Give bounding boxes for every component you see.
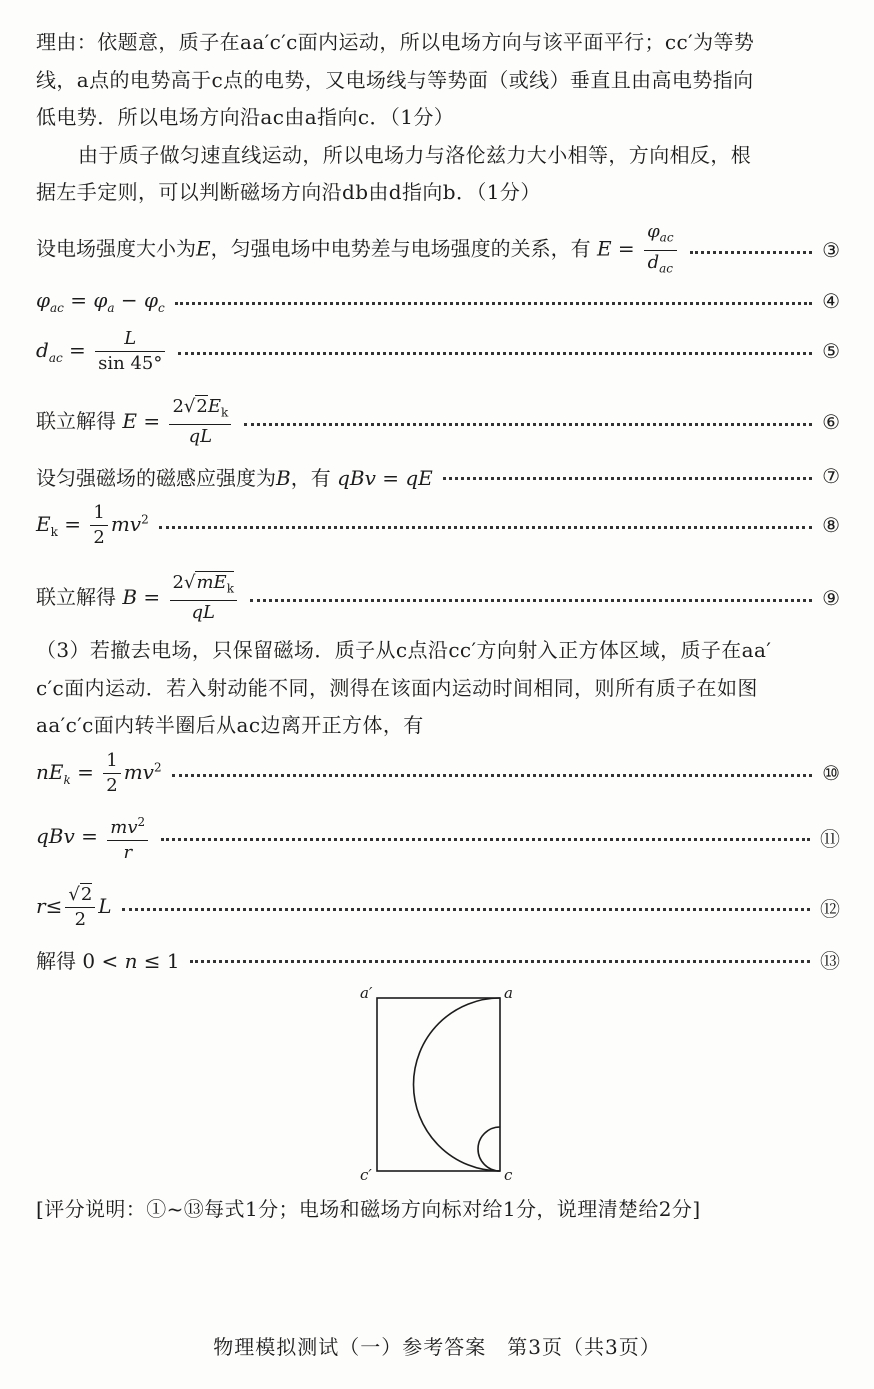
small-semicircle — [478, 1127, 500, 1171]
equation-3: 设电场强度大小为E，匀强电场中电势差与电场强度的关系，有 E = $\frac{\varphi_{ac}}{d_{ac}}$ ③ — [36, 220, 840, 276]
equation-4: $\varphi_{ac} = \varphi_a - \varphi_c$ ④ — [36, 287, 840, 315]
equation-number: ⑨ — [822, 586, 840, 610]
equation-13: 解得 0 < n ≤ 1 ⑬ — [36, 944, 840, 974]
equation-6: 联立解得 E = $\frac{2√2E_k}{qL}$ ⑥ — [36, 395, 840, 448]
trajectory-figure — [350, 980, 530, 1184]
equation-12: r≤ $\frac{√2}{2}$ L ⑫ — [36, 883, 840, 930]
reason-line-2: 线，a点的电势高于c点的电势，又电场线与等势面（或线）垂直且由高电势指向 — [36, 67, 754, 92]
equation-number: ⑪ — [820, 826, 840, 851]
reason-paragraph — [36, 24, 840, 212]
label-a-prime: a′ — [360, 984, 373, 1002]
label-c-prime: c′ — [360, 1166, 372, 1184]
part3-line-3: aa′c′c面内转半圈后从ac边离开正方体，有 — [36, 713, 424, 737]
equation-7: 设匀强磁场的磁感应强度为B，有 qBv = qE ⑦ — [36, 464, 840, 490]
equation-8: $E_k$ = $\frac{1}{2}$ $mv^2$ ⑧ — [36, 501, 840, 548]
equation-10: $nE_k$ = $\frac{1}{2}$ $mv^2$ ⑩ — [36, 749, 840, 796]
label-c: c — [504, 1166, 513, 1184]
equation-number: ⑩ — [822, 761, 840, 785]
equation-number: ⑤ — [822, 339, 840, 363]
equation-number: ④ — [822, 289, 840, 313]
equation-9: 联立解得 B = $\frac{2√mE_k}{qL}$ ⑨ — [36, 571, 840, 624]
part3-line-1: （3）若撤去电场，只保留磁场．质子从c点沿cc′方向射入正方体区域，质子在aa′ — [36, 638, 772, 662]
equation-number: ⑫ — [820, 896, 840, 921]
equation-number: ⑧ — [822, 513, 840, 537]
scoring-note: [评分说明：①~⑬每式1分；电场和磁场方向标对给1分，说理清楚给2分] — [36, 1197, 701, 1221]
equation-number: ⑬ — [820, 948, 840, 973]
reason-line-3: 低电势．所以电场方向沿ac由a指向c．（1分） — [36, 105, 455, 129]
part3-paragraph — [36, 632, 840, 745]
reason-line-5: 据左手定则，可以判断磁场方向沿db由d指向b．（1分） — [36, 180, 541, 204]
reason-line-4: 由于质子做匀速直线运动，所以电场力与洛伦兹力大小相等，方向相反，根 — [78, 142, 752, 167]
label-a: a — [504, 984, 513, 1002]
page-footer: 物理模拟测试（一）参考答案 第3页（共3页） — [213, 1335, 661, 1359]
equation-5: $d_{ac}$ = $\frac{L}{\sin 45^\circ}$ ⑤ — [36, 327, 840, 374]
reason-line-1: 理由：依题意，质子在aa′c′c面内运动，所以电场方向与该平面平行；cc′为等势 — [36, 30, 755, 54]
equation-number: ⑥ — [822, 410, 840, 434]
large-semicircle — [414, 998, 501, 1171]
equation-number: ⑦ — [822, 464, 840, 488]
part3-line-2: c′c面内运动．若入射动能不同，测得在该面内运动时间相同，则所有质子在如图 — [36, 675, 758, 700]
equation-number: ③ — [822, 238, 840, 262]
equation-11: qBv = $\frac{mv^2}{r}$ ⑪ — [36, 812, 840, 862]
